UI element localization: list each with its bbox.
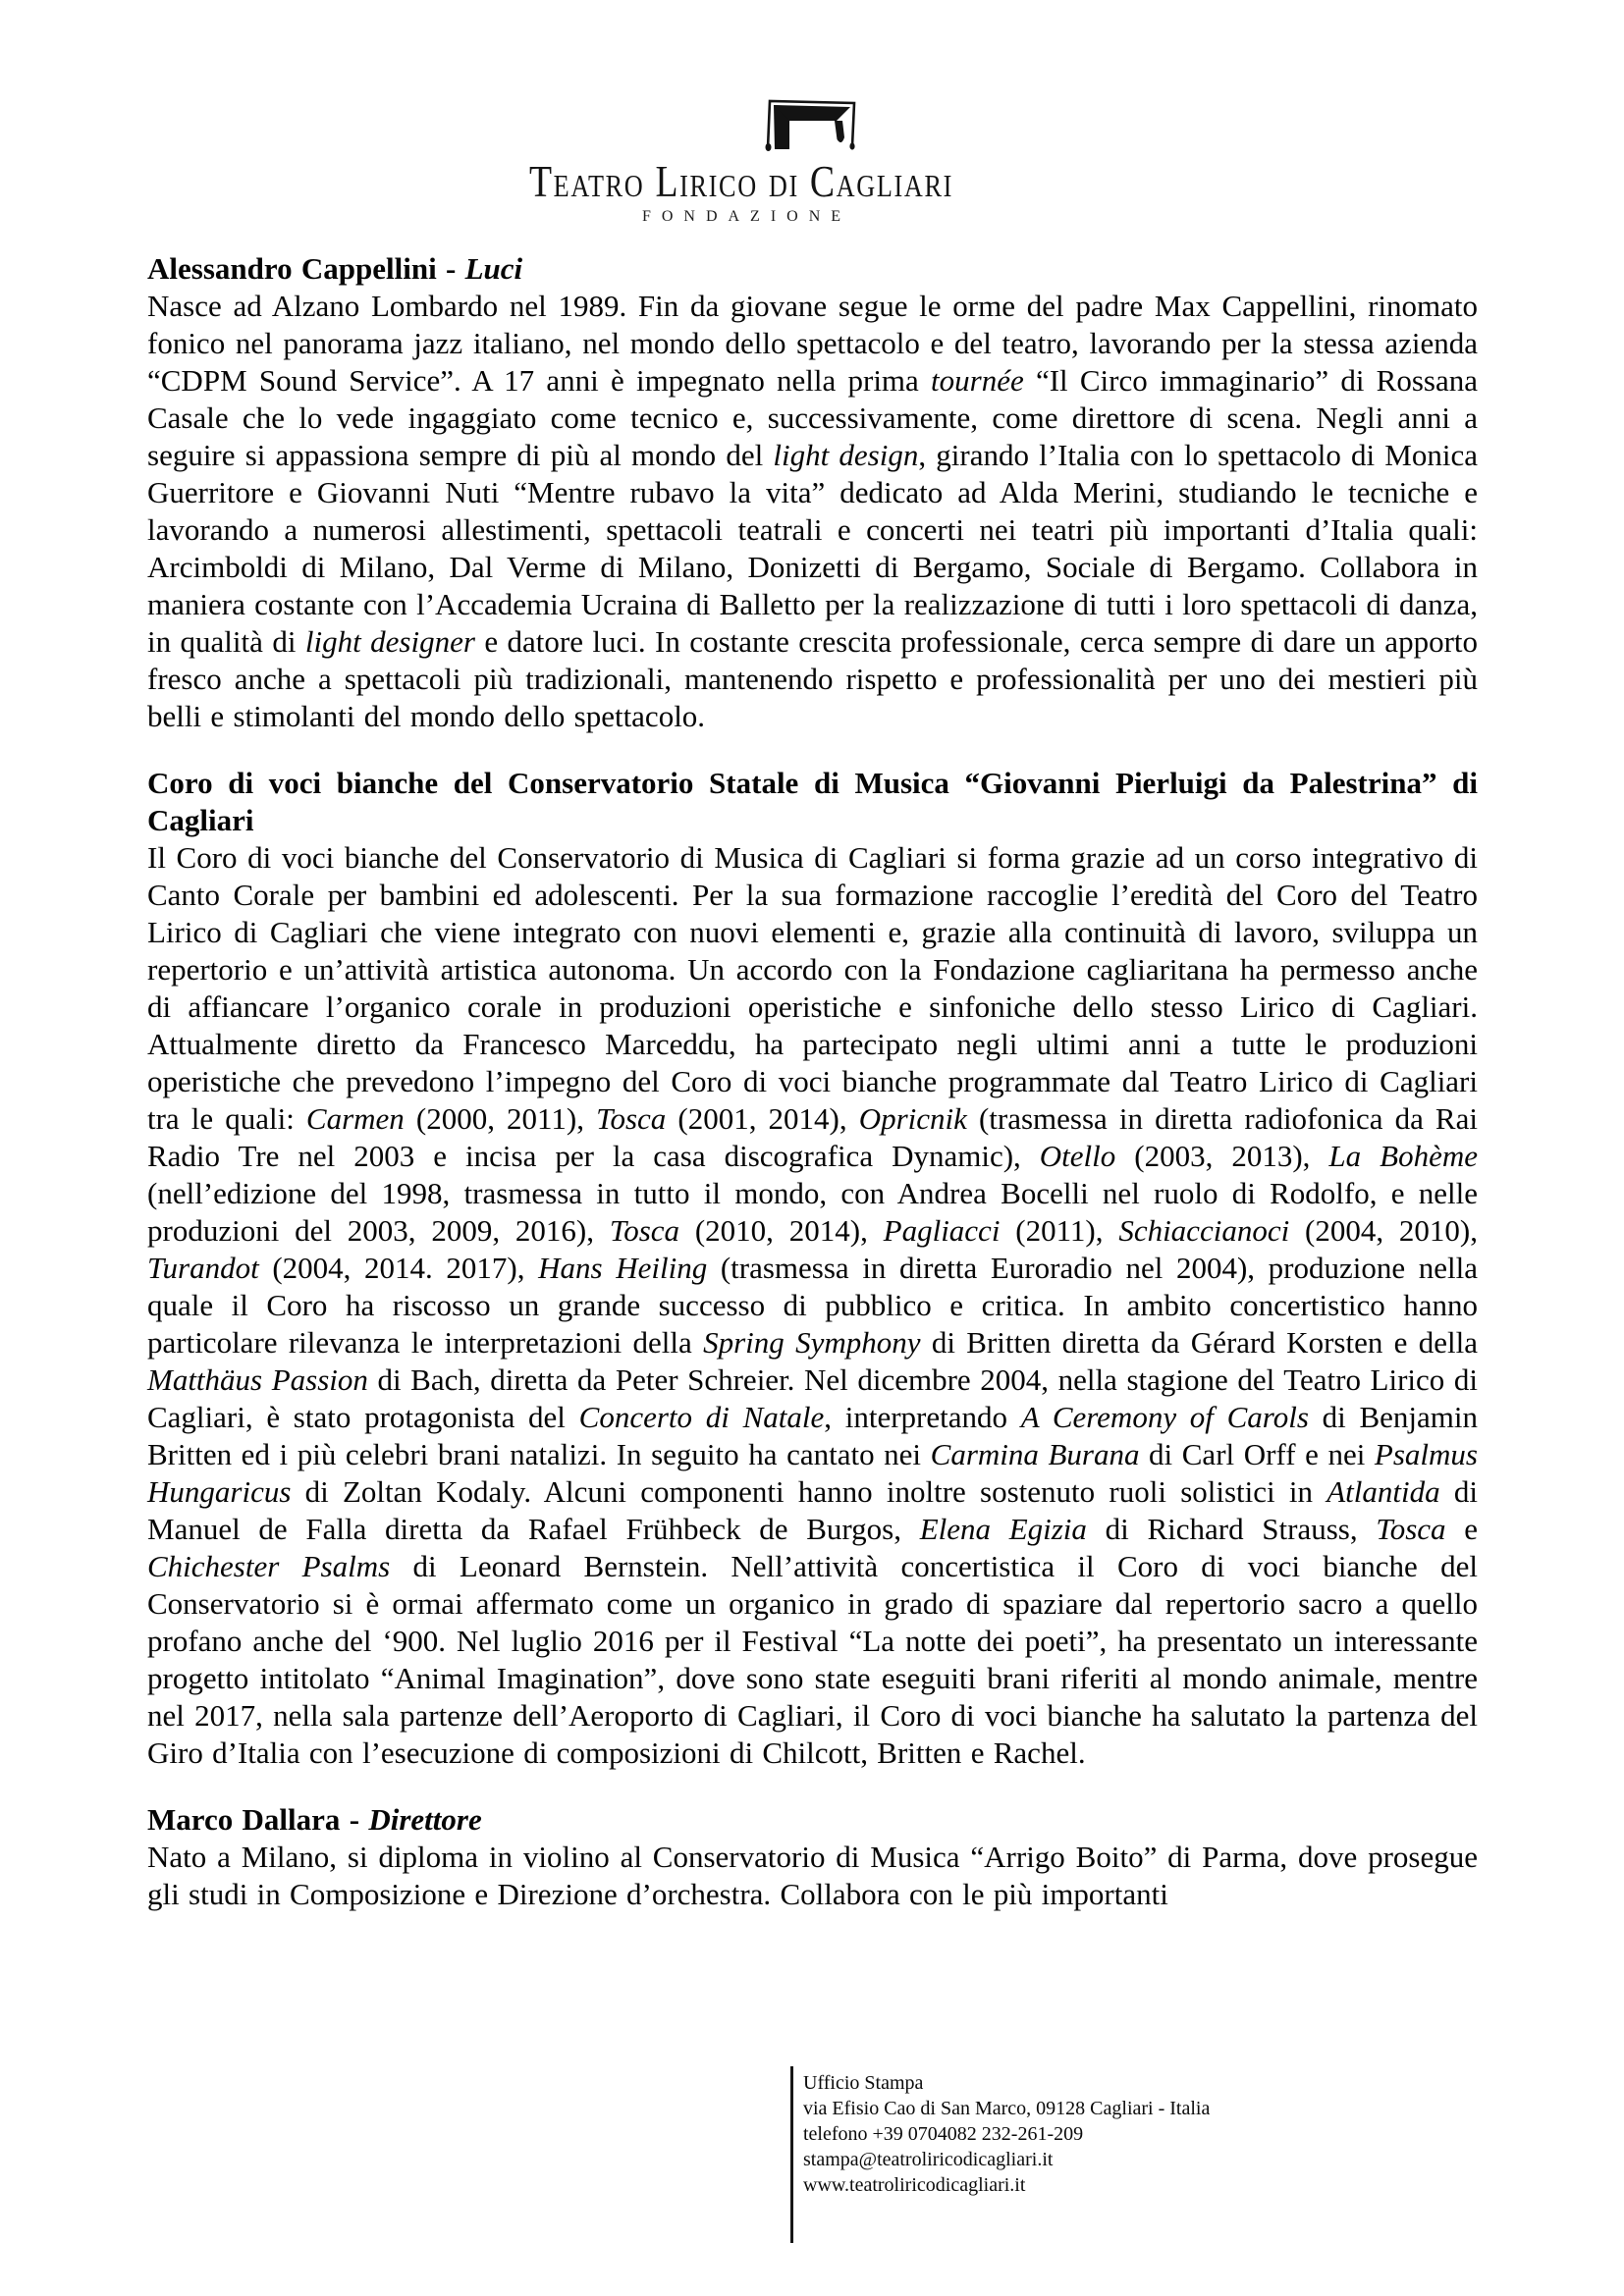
section-heading: Marco Dallara - Direttore xyxy=(147,1802,482,1837)
logo xyxy=(0,0,1624,245)
logo-subtitle: FONDAZIONE xyxy=(641,208,852,225)
press-office-footer xyxy=(790,2066,1301,2243)
section-dallara xyxy=(147,1801,1478,1913)
section-paragraph: Il Coro di voci bianche del Conservatorio di Musica di Cagliari si forma grazie ad un corso integrativo di Canto Corale per bambini ed adolescenti. Per la sua formazione raccoglie l’eredità del Coro del Teatro Lirico di Cagliari che viene integrato con nuovi elementi e, grazie alla continuità di lavoro, sviluppa un repertorio e un’attività artistica autonoma. Un accordo con la Fondazione cagliaritana ha permesso anche di affiancare l’organico corale in produzioni operistiche e sinfoniche dello stesso Lirico di Cagliari. Attualmente diretto da Francesco Marceddu, ha partecipato negli ultimi anni a tutte le produzioni operistiche che prevedono l’impegno del Coro di voci bianche programmate dal Teatro Lirico di Cagliari tra le quali: Carmen (2000, 2011), Tosca (2001, 2014), Opricnik (trasmessa in diretta radiofonica da Rai Radio Tre nel 2003 e incisa per la casa discografica Dynamic), Otello (2003, 2013), La Bohème (nell’edizione del 1998, trasmessa in tutto il mondo, con Andrea Bocelli nel ruolo di Rodolfo, e nelle produzioni del 2003, 2009, 2016), Tosca (2010, 2014), Pagliacci (2011), Schiaccianoci (2004, 2010), Turandot (2004, 2014. 2017), Hans Heiling (trasmessa in diretta Euroradio nel 2004), produzione nella quale il Coro ha riscosso un grande successo di pubblico e critica. In ambito concertistico hanno particolare rilevanza le interpretazioni della Spring Symphony di Britten diretta da Gérard Korsten e della Matthäus Passion di Bach, diretta da Peter Schreier. Nel dicembre 2004, nella stagione del Teatro Lirico di Cagliari, è stato protagonista del Concerto di Natale, interpretando A Ceremony of Carols di Benjamin Britten ed i più celebri brani natalizi. In seguito ha cantato nei Carmina Burana di Carl Orff e nei Psalmus Hungaricus di Zoltan Kodaly. Alcuni componenti hanno inoltre sostenuto ruoli solistici in Atlantida di Manuel de Falla diretta da Rafael Frühbeck de Burgos, Elena Egizia di Richard Strauss, Tosca e Chichester Psalms di Leonard Bernstein. Nell’attività concertistica il Coro di voci bianche del Conservatorio si è ormai affermato come un organico in grado di spaziare dal repertorio sacro a quello profano anche del ‘900. Nel luglio 2016 per il Festival “La notte dei poeti”, ha presentato un interessante progetto intitolato “Animal Imagination”, dove sono state eseguiti brani riferiti al mondo animale, mentre nel 2017, nella sala partenze dell’Aeroporto di Cagliari, il Coro di voci bianche ha salutato la partenza del Giro d’Italia con l’esecuzione di composizioni di Chilcott, Britten e Rachel. xyxy=(147,840,1479,1770)
footer-email: stampa@teatroliricodicagliari.it xyxy=(803,2149,1054,2170)
footer-office: Ufficio Stampa xyxy=(803,2072,924,2094)
section-coro-voci-bianche xyxy=(147,765,1478,1772)
footer-phone: telefono +39 0704082 232-261-209 xyxy=(803,2123,1084,2145)
footer-address: via Efisio Cao di San Marco, 09128 Cagliari - Italia xyxy=(803,2098,1211,2119)
section-heading: Coro di voci bianche del Conservatorio Statale di Musica “Giovanni Pierluigi da Palestrina” di Cagliari xyxy=(147,766,1478,837)
section-paragraph: Nasce ad Alzano Lombardo nel 1989. Fin da giovane segue le orme del padre Max Cappellini, rinomato fonico nel panorama jazz italiano, nel mondo dello spettacolo e del teatro, lavorando per la stessa azienda “CDPM Sound Service”. A 17 anni è impegnato nella prima tournée “Il Circo immaginario” di Rossana Casale che lo vede ingaggiato come tecnico e, successivamente, come direttore di scena. Negli anni a seguire si appassiona sempre di più al mondo del light design, girando l’Italia con lo spettacolo di Monica Guerritore e Giovanni Nuti “Mentre rubavo la vita” dedicato ad Alda Merini, studiando le tecniche e lavorando a numerosi allestimenti, spettacoli teatrali e concerti nei teatri più importanti d’Italia quali: Arcimboldi di Milano, Dal Verme di Milano, Donizetti di Bergamo, Sociale di Bergamo. Collabora in maniera costante con l’Accademia Ucraina di Balletto per la realizzazione di tutti i loro spettacoli di danza, in qualità di light designer e datore luci. In costante crescita professionale, cerca sempre di dare un apporto fresco anche a spettacoli più tradizionali, mantenendo rispetto e professionalità per uno dei mestieri più belli e stimolanti del mondo dello spettacolo. xyxy=(147,289,1479,733)
logo-wordmark: Teatro Lirico di Cagliari xyxy=(528,156,954,206)
teatro-arch-icon xyxy=(759,94,861,151)
document-body xyxy=(147,250,1478,1943)
section-paragraph: Nato a Milano, si diploma in violino al Conservatorio di Musica “Arrigo Boito” di Parma, dove prosegue gli studi in Composizione e Direzione d’orchestra. Collabora con le più importanti xyxy=(147,1840,1478,1911)
footer-website: www.teatroliricodicagliari.it xyxy=(803,2174,1026,2196)
section-heading: Alessandro Cappellini - Luci xyxy=(147,251,523,286)
section-cappellini xyxy=(147,250,1478,735)
